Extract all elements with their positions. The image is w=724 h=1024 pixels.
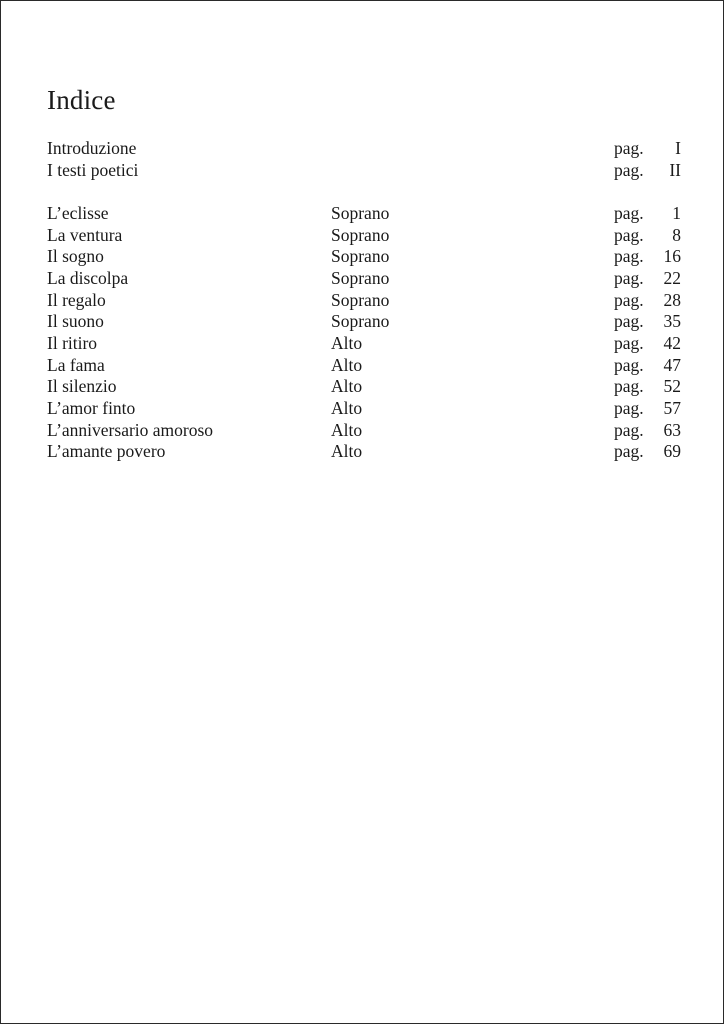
toc-row	[47, 333, 683, 355]
toc-entry-title: Il regalo	[47, 289, 106, 310]
toc-pag-label: pag.	[614, 159, 644, 180]
toc-row	[47, 420, 683, 442]
toc-entry-voice: Soprano	[331, 246, 390, 267]
toc-entry-voice: Alto	[331, 376, 363, 397]
toc-row-testi-poetici	[47, 160, 683, 182]
toc-page-number: 28	[663, 289, 681, 310]
toc-entry-voice: Soprano	[331, 289, 390, 310]
toc-entry-title: La fama	[47, 354, 105, 375]
toc-entry-voice: Alto	[331, 333, 363, 353]
toc-pag-label: pag.	[614, 311, 644, 332]
toc-entry-title: La ventura	[47, 224, 123, 245]
toc-row	[47, 225, 683, 247]
toc-pag-label: pag.	[614, 333, 644, 353]
toc-pag-label: pag.	[614, 267, 644, 288]
toc-entry-voice: Soprano	[331, 224, 390, 245]
toc-pag-label: pag.	[614, 246, 644, 267]
toc-entry-title: L’anniversario amoroso	[47, 419, 214, 440]
toc-pag-label: pag.	[614, 441, 644, 462]
toc-row	[47, 398, 683, 420]
toc-entry-voice: Soprano	[331, 202, 390, 223]
toc-entry-title: I testi poetici	[47, 159, 139, 180]
toc-entry-voice: Alto	[331, 354, 363, 375]
toc-page-number: 22	[663, 267, 681, 288]
page-title: Indice	[47, 85, 116, 115]
toc-entry-title: Il ritiro	[47, 333, 98, 353]
toc-entry-voice: Alto	[331, 441, 363, 462]
toc-entry-title: L’amante povero	[47, 441, 166, 462]
toc-page-number: 1	[672, 202, 681, 223]
toc-entry-title: L’eclisse	[47, 202, 109, 223]
toc-pag-label: pag.	[614, 398, 644, 419]
toc-page-number: I	[675, 138, 681, 158]
toc-row-introduzione	[47, 138, 683, 160]
toc-page-number: 69	[663, 441, 681, 462]
toc-row	[47, 355, 683, 377]
toc-page-number: 16	[663, 246, 681, 267]
toc-row	[47, 376, 683, 398]
toc-row	[47, 290, 683, 312]
toc-entry-voice: Alto	[331, 419, 363, 440]
toc-entry-title: Il suono	[47, 311, 104, 332]
toc-pag-label: pag.	[614, 419, 644, 440]
toc-page-number: 57	[663, 398, 681, 419]
toc-entry-title: La discolpa	[47, 267, 129, 288]
toc-pag-label: pag.	[614, 289, 644, 310]
toc-page-number: 63	[663, 419, 681, 440]
toc-row	[47, 441, 683, 463]
toc-entry-voice: Soprano	[331, 267, 390, 288]
toc-pag-label: pag.	[614, 376, 644, 397]
toc-pag-label: pag.	[614, 138, 644, 158]
table-of-contents	[47, 138, 683, 463]
toc-row	[47, 203, 683, 225]
toc-row	[47, 268, 683, 290]
toc-entry-title: Il sogno	[47, 246, 104, 267]
toc-page-number: 47	[663, 354, 681, 375]
toc-page-number: II	[669, 159, 681, 180]
toc-entry-title: Il silenzio	[47, 376, 117, 397]
toc-pag-label: pag.	[614, 354, 644, 375]
toc-page-number: 8	[672, 224, 681, 245]
toc-pag-label: pag.	[614, 224, 644, 245]
toc-page-number: 42	[663, 333, 681, 353]
toc-entry-voice: Soprano	[331, 311, 390, 332]
toc-page-number: 35	[663, 311, 681, 332]
toc-row	[47, 246, 683, 268]
toc-entry-title: Introduzione	[47, 138, 137, 158]
toc-pag-label: pag.	[614, 202, 644, 223]
toc-row	[47, 311, 683, 333]
toc-entry-title: L’amor finto	[47, 398, 136, 419]
toc-entry-voice: Alto	[331, 398, 363, 419]
toc-page-number: 52	[663, 376, 681, 397]
